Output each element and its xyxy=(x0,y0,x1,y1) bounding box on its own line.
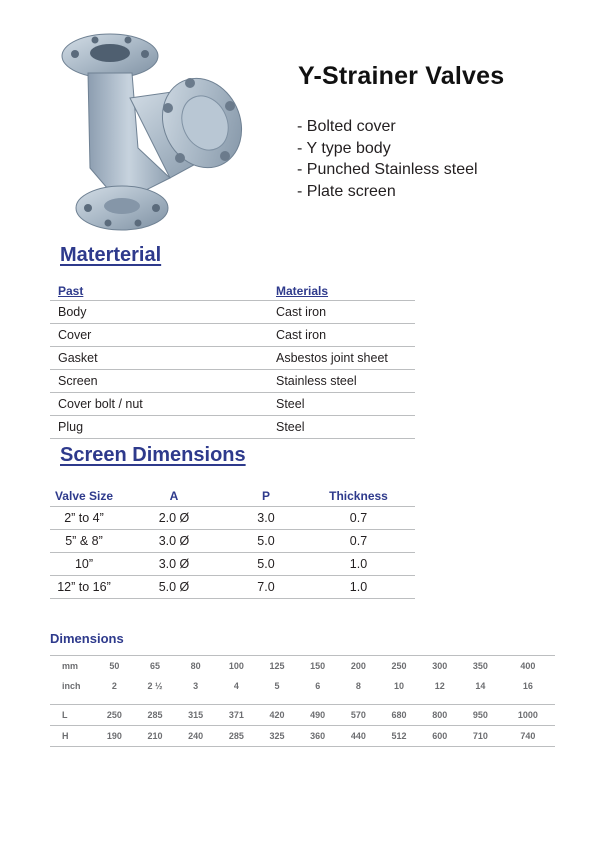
part-cell: Cover xyxy=(50,324,276,347)
dimension-cell: 10 xyxy=(394,681,405,691)
feature-list xyxy=(297,116,478,202)
p-cell: 7.0 xyxy=(230,576,302,599)
row-label: mm xyxy=(50,656,94,677)
valve-size-cell: 10” xyxy=(50,553,118,576)
thickness-cell: 0.7 xyxy=(302,530,415,553)
valve-size-cell: 2” to 4” xyxy=(50,507,118,530)
spacer-cell xyxy=(50,696,555,705)
column-header-p: P xyxy=(230,486,302,507)
dimension-cell: 325 xyxy=(257,726,298,747)
dimension-cell: 5 xyxy=(274,681,280,691)
dimension-cell: 2 xyxy=(111,681,117,691)
dimension-cell: 65 xyxy=(135,656,176,677)
a-cell: 2.0 Ø xyxy=(118,507,230,530)
dimension-cell: 150 xyxy=(297,656,338,677)
dimension-cell: 400 xyxy=(501,656,555,677)
dimension-cell: 360 xyxy=(297,726,338,747)
material-cell: Asbestos joint sheet xyxy=(276,347,415,370)
dimension-cell: 570 xyxy=(338,705,379,726)
table-row xyxy=(50,705,555,726)
dimensions-table xyxy=(50,655,555,747)
table-header-row xyxy=(50,281,415,301)
table-row xyxy=(50,324,415,347)
valve-size-cell: 12” to 16” xyxy=(50,576,118,599)
dimension-cell: 740 xyxy=(501,726,555,747)
material-cell: Cast iron xyxy=(276,324,415,347)
table-row xyxy=(50,370,415,393)
material-cell: Cast iron xyxy=(276,301,415,324)
table-row xyxy=(50,507,415,530)
dimension-cell: 16 xyxy=(522,681,533,691)
dimension-cell: 512 xyxy=(379,726,420,747)
dimensions-heading: Dimensions xyxy=(50,631,124,646)
dimension-cell: 6 xyxy=(315,681,321,691)
column-header-valve-size: Valve Size xyxy=(50,486,118,507)
table-row xyxy=(50,416,415,439)
thickness-cell: 0.7 xyxy=(302,507,415,530)
dimension-cell: 14 xyxy=(475,681,486,691)
dimension-cell: 285 xyxy=(135,705,176,726)
row-label: L xyxy=(50,705,94,726)
table-row xyxy=(50,676,555,696)
screen-dimensions-heading: Screen Dimensions xyxy=(60,444,246,466)
dimension-cell: 4 xyxy=(233,681,239,691)
dimension-cell: 8 xyxy=(355,681,361,691)
feature-item: - Bolted cover xyxy=(297,118,396,135)
dimension-cell: 800 xyxy=(419,705,460,726)
row-label: H xyxy=(50,726,94,747)
dimension-cell: 3 xyxy=(193,681,199,691)
dimension-cell: 250 xyxy=(94,705,135,726)
part-cell: Gasket xyxy=(50,347,276,370)
dimension-cell: 420 xyxy=(257,705,298,726)
dimension-cell: 440 xyxy=(338,726,379,747)
material-cell: Steel xyxy=(276,416,415,439)
dimension-cell: 2 ½ xyxy=(147,681,163,691)
material-heading: Materterial xyxy=(60,244,162,266)
table-row xyxy=(50,576,415,599)
dimension-cell: 710 xyxy=(460,726,501,747)
feature-item: - Plate screen xyxy=(297,182,396,200)
dimension-cell: 285 xyxy=(216,726,257,747)
thickness-cell: 1.0 xyxy=(302,553,415,576)
dimension-cell: 12 xyxy=(434,681,445,691)
spacer-row xyxy=(50,696,555,705)
row-label: inch xyxy=(62,681,81,691)
screen-dimensions-table xyxy=(50,486,415,599)
dimension-cell: 200 xyxy=(338,656,379,677)
dimension-cell: 1000 xyxy=(501,705,555,726)
dimension-cell: 371 xyxy=(216,705,257,726)
p-cell: 3.0 xyxy=(230,507,302,530)
column-header-a: A xyxy=(118,486,230,507)
dimension-cell: 350 xyxy=(460,656,501,677)
product-title: Y-Strainer Valves xyxy=(298,62,505,90)
feature-item: - Punched Stainless steel xyxy=(297,161,478,178)
dimension-cell: 50 xyxy=(94,656,135,677)
dimension-cell: 80 xyxy=(175,656,216,677)
table-row xyxy=(50,553,415,576)
a-cell: 3.0 Ø xyxy=(118,530,230,553)
column-header-thickness: Thickness xyxy=(302,486,415,507)
a-cell: 5.0 Ø xyxy=(118,576,230,599)
table-row xyxy=(50,656,555,677)
dimension-cell: 100 xyxy=(216,656,257,677)
table-row xyxy=(50,347,415,370)
thickness-cell: 1.0 xyxy=(302,576,415,599)
dimension-cell: 315 xyxy=(175,705,216,726)
y-strainer-valve-photo-icon xyxy=(50,28,256,237)
p-cell: 5.0 xyxy=(230,553,302,576)
dimension-cell: 240 xyxy=(175,726,216,747)
material-cell: Stainless steel xyxy=(276,370,415,393)
table-row xyxy=(50,301,415,324)
part-cell: Screen xyxy=(50,370,276,393)
table-row xyxy=(50,393,415,416)
part-cell: Cover bolt / nut xyxy=(50,393,276,416)
table-header-row xyxy=(50,486,415,507)
dimension-cell: 250 xyxy=(379,656,420,677)
column-header-part: Past xyxy=(50,281,276,301)
material-table xyxy=(50,281,415,439)
material-cell: Steel xyxy=(276,393,415,416)
dimension-cell: 680 xyxy=(379,705,420,726)
dimension-cell: 950 xyxy=(460,705,501,726)
dimension-cell: 300 xyxy=(419,656,460,677)
valve-size-cell: 5” & 8” xyxy=(50,530,118,553)
dimension-cell: 190 xyxy=(94,726,135,747)
a-cell: 3.0 Ø xyxy=(118,553,230,576)
dimension-cell: 600 xyxy=(419,726,460,747)
p-cell: 5.0 xyxy=(230,530,302,553)
part-cell: Body xyxy=(50,301,276,324)
table-row xyxy=(50,726,555,747)
dimension-cell: 125 xyxy=(257,656,298,677)
feature-item: - Y type body xyxy=(297,139,391,157)
dimension-cell: 490 xyxy=(297,705,338,726)
column-header-materials: Materials xyxy=(276,281,415,301)
product-photo xyxy=(50,28,256,237)
dimension-cell: 210 xyxy=(135,726,176,747)
part-cell: Plug xyxy=(50,416,276,439)
table-row xyxy=(50,530,415,553)
